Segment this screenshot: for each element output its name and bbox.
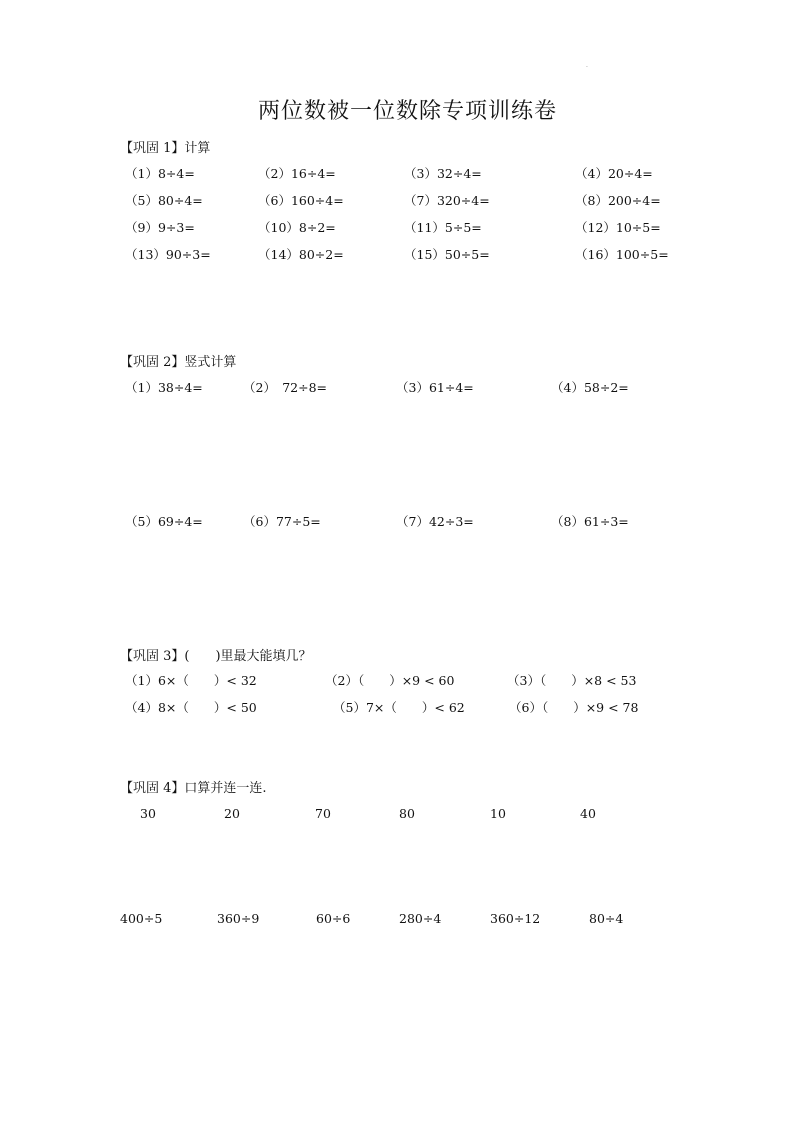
s1-item-15: （15）50÷5= — [404, 247, 490, 262]
s2-item-7: （7）42÷3= — [396, 514, 474, 529]
s1-item-6: （6）160÷4= — [258, 193, 344, 208]
s4-expression-3: 60÷6 — [316, 911, 351, 926]
s1-item-5: （5）80÷4= — [125, 193, 203, 208]
s2-item-6: （6）77÷5= — [243, 514, 321, 529]
s4-answer-4: 80 — [399, 806, 415, 821]
s3-item-2: （2）（ ）×9 < 60 — [325, 673, 455, 688]
s3-item-3: （3）（ ）×8 < 53 — [507, 673, 637, 688]
s1-item-1: （1）8÷4= — [125, 166, 195, 181]
s4-answer-2: 20 — [224, 806, 240, 821]
s1-item-14: （14）80÷2= — [258, 247, 344, 262]
s3-item-1: （1）6×（ ）< 32 — [125, 673, 257, 688]
s2-item-4: （4）58÷2= — [551, 380, 629, 395]
s4-expression-5: 360÷12 — [490, 911, 541, 926]
s1-item-4: （4）20÷4= — [575, 166, 653, 181]
corner-mark: . — [586, 62, 588, 69]
s4-answer-1: 30 — [140, 806, 156, 821]
section1-heading: 【巩固 1】计算 — [120, 141, 211, 156]
s4-expression-1: 400÷5 — [120, 911, 163, 926]
s1-item-7: （7）320÷4= — [404, 193, 490, 208]
section4-heading: 【巩固 4】口算并连一连. — [120, 781, 267, 796]
s4-expression-4: 280÷4 — [399, 911, 442, 926]
s1-item-10: （10）8÷2= — [258, 220, 336, 235]
s3-item-4: （4）8×（ ）< 50 — [125, 700, 257, 715]
page-title: 两位数被一位数除专项训练卷 — [257, 99, 557, 124]
section2-heading: 【巩固 2】竖式计算 — [120, 355, 237, 370]
s1-item-9: （9）9÷3= — [125, 220, 195, 235]
s3-item-5: （5）7×（ ）< 62 — [333, 700, 465, 715]
s4-answer-6: 40 — [580, 806, 596, 821]
s4-answer-3: 70 — [315, 806, 331, 821]
section3-heading: 【巩固 3】( )里最大能填几？ — [120, 649, 312, 664]
s2-item-1: （1）38÷4= — [125, 380, 203, 395]
s1-item-3: （3）32÷4= — [404, 166, 482, 181]
s4-answer-5: 10 — [490, 806, 506, 821]
s2-item-8: （8）61÷3= — [551, 514, 629, 529]
s2-item-2: （2） 72÷8= — [243, 380, 328, 395]
s3-item-6: （6）（ ）×9 < 78 — [509, 700, 639, 715]
s1-item-8: （8）200÷4= — [575, 193, 661, 208]
s1-item-2: （2）16÷4= — [258, 166, 336, 181]
s2-item-3: （3）61÷4= — [396, 380, 474, 395]
s4-expression-2: 360÷9 — [217, 911, 260, 926]
s2-item-5: （5）69÷4= — [125, 514, 203, 529]
s1-item-13: （13）90÷3= — [125, 247, 211, 262]
s1-item-16: （16）100÷5= — [575, 247, 669, 262]
s4-expression-6: 80÷4 — [589, 911, 624, 926]
s1-item-12: （12）10÷5= — [575, 220, 661, 235]
s1-item-11: （11）5÷5= — [404, 220, 482, 235]
